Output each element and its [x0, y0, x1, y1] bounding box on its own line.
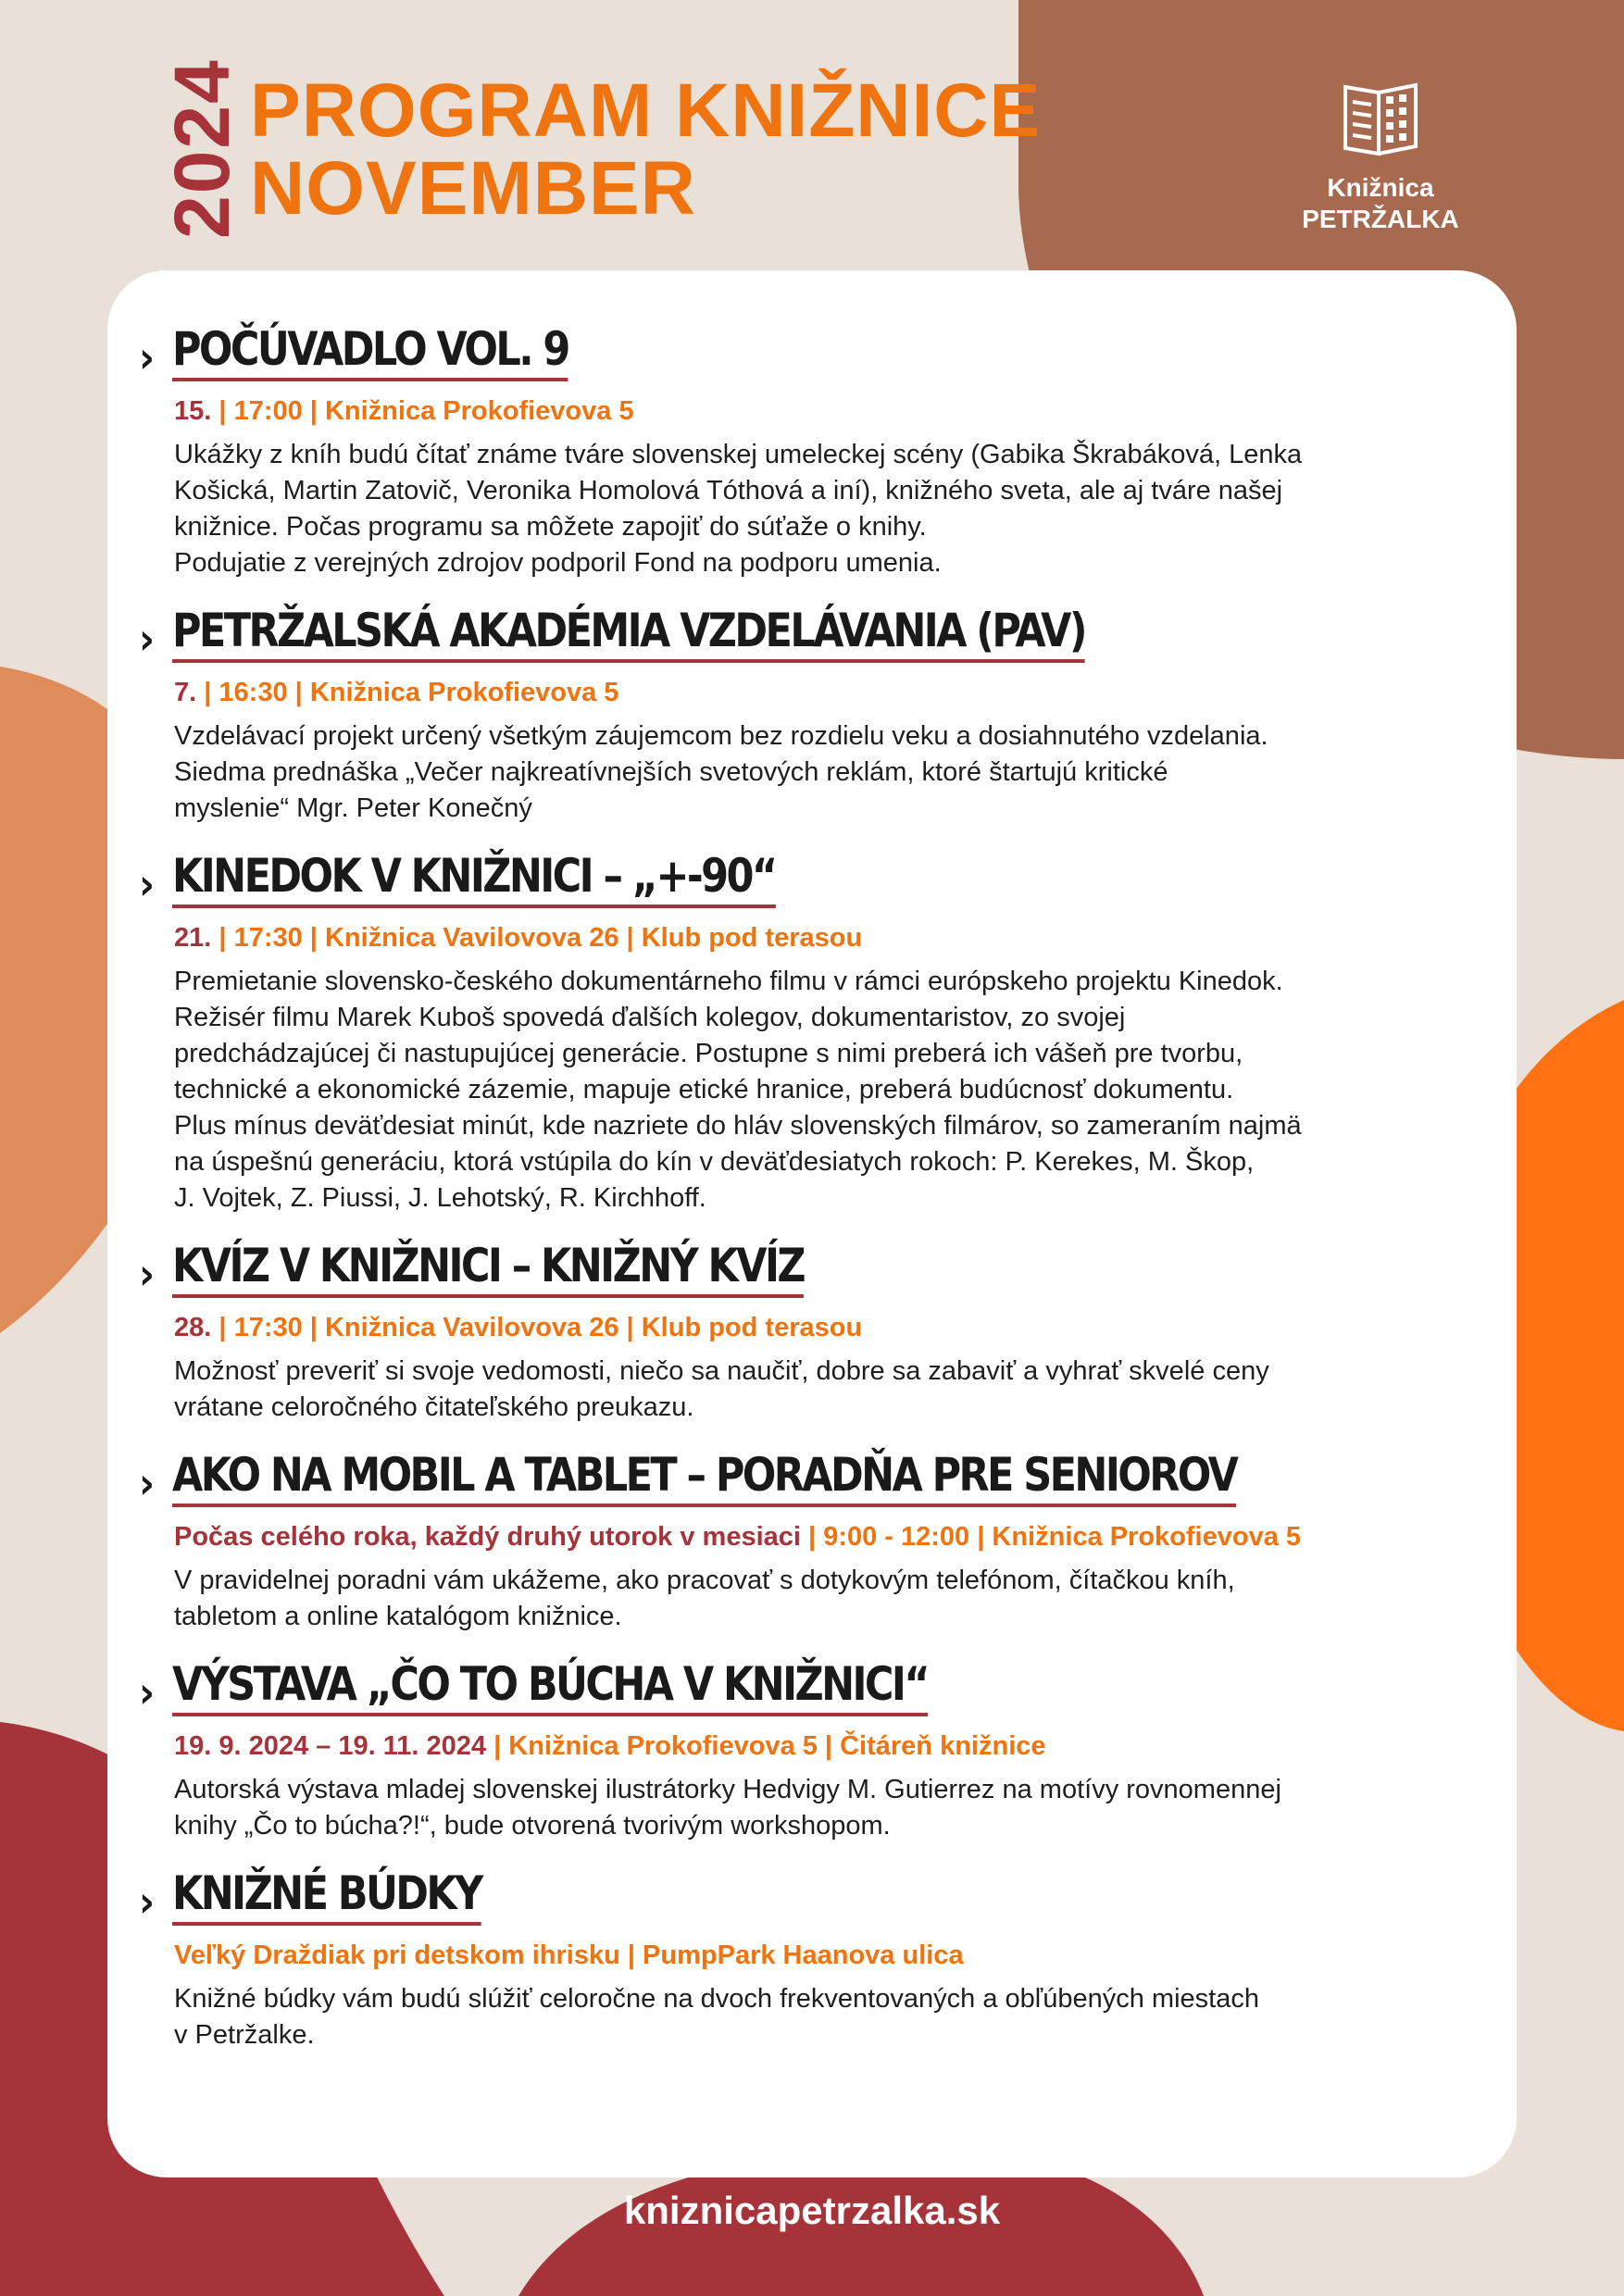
- event-description: Autorská výstava mladej slovenskej ilustrátorky Hedvigy M. Gutierrez na motívy rovnomennej knihy „Čo to búcha?!“, bude otvorená tvorivým workshopom.: [174, 1775, 1281, 1841]
- event-description: Možnosť preveriť si svoje vedomosti, niečo sa naučiť, dobre sa zabaviť a vyhrať skvelé ceny vrátane celoročného čitateľského preukazu.: [174, 1356, 1269, 1422]
- chevron-right-icon: ›: [139, 614, 156, 664]
- event-date: 28.: [174, 1313, 212, 1342]
- event-item: [139, 1448, 1491, 1635]
- title-line-1: PROGRAM KNIŽNICE: [250, 69, 1042, 153]
- event-title: VÝSTAVA „ČO TO BÚCHA V KNIŽNICI“: [172, 1657, 928, 1716]
- year: 2024: [158, 58, 245, 239]
- chevron-right-icon: ›: [139, 1249, 156, 1299]
- event-time-place: Veľký Draždiak pri detskom ihrisku | PumpPark Haanova ulica: [174, 1940, 964, 1970]
- event-time-place: Knižnica Prokofievova 5 | Čitáreň knižnice: [508, 1731, 1046, 1761]
- event-time-place: 17:30 | Knižnica Vavilovova 26 | Klub pod terasou: [233, 923, 863, 953]
- event-date: 19. 9. 2024 – 19. 11. 2024: [174, 1731, 487, 1761]
- event-description: Vzdelávací projekt určený všetkým záujemcom bez rozdielu veku a dosiahnutého vzdelania. Siedma prednáška „Večer najkreatívnejších svetových reklám, ktoré štartujú kritické myslenie“ Mgr. Peter Konečný: [174, 721, 1268, 823]
- event-title: KNIŽNÉ BÚDKY: [172, 1866, 481, 1926]
- event-title: KVÍZ V KNIŽNICI – KNIŽNÝ KVÍZ: [172, 1239, 804, 1298]
- logo-line-1: Knižnica: [1327, 173, 1434, 202]
- event-meta: 28. | 17:30 | Knižnica Vavilovova 26 | Klub pod terasou: [174, 1313, 863, 1342]
- event-time-place: 17:30 | Knižnica Vavilovova 26 | Klub pod terasou: [233, 1313, 863, 1342]
- event-item: [139, 849, 1491, 1217]
- event-item: [139, 1866, 1491, 2053]
- chevron-right-icon: ›: [139, 1877, 156, 1927]
- page-title: [250, 69, 1042, 231]
- event-meta: 15. | 17:00 | Knižnica Prokofievova 5: [174, 396, 634, 426]
- event-item: [139, 1239, 1491, 1426]
- event-meta: 7. | 16:30 | Knižnica Prokofievova 5: [174, 678, 619, 707]
- event-title: PETRŽALSKÁ AKADÉMIA VZDELÁVANIA (PAV): [172, 604, 1085, 663]
- event-date: Počas celého roka, každý druhý utorok v mesiaci: [174, 1522, 801, 1552]
- event-item: [139, 604, 1491, 827]
- chevron-right-icon: ›: [139, 1667, 156, 1717]
- event-description: V pravidelnej poradni vám ukážeme, ako pracovať s dotykovým telefónom, čítačkou kníh, tabletom a online katalógom knižnice.: [174, 1566, 1235, 1631]
- event-description: Ukážky z kníh budú čítať známe tváre slovenskej umeleckej scény (Gabika Škrabáková, Lenka Košická, Martin Zatovič, Veronika Homolová Tóthová a iní), knižného sveta, ale aj tváre našej knižnice. Počas programu sa môžete zapojiť do súťaže o knihy. Podujatie z verejných zdrojov podporil Fond na podporu umenia.: [174, 440, 1303, 578]
- logo-line-2: PETRŽALKA: [1302, 205, 1459, 233]
- chevron-right-icon: ›: [139, 859, 156, 909]
- book-building-icon: [1338, 72, 1423, 159]
- chevron-right-icon: ›: [139, 332, 156, 382]
- event-item: [139, 1657, 1491, 1844]
- event-time-place: 16:30 | Knižnica Prokofievova 5: [219, 678, 619, 707]
- library-logo: [1293, 72, 1468, 235]
- event-date: 7.: [174, 678, 197, 707]
- chevron-right-icon: ›: [139, 1458, 156, 1508]
- event-date: 21.: [174, 923, 212, 953]
- website-link[interactable]: kniznicapetrzalka.sk: [623, 2189, 1001, 2232]
- event-date: 15.: [174, 396, 212, 426]
- event-meta: Počas celého roka, každý druhý utorok v mesiaci | 9:00 - 12:00 | Knižnica Prokofievova 5: [174, 1522, 1302, 1552]
- event-title: POČÚVADLO VOL. 9: [172, 322, 568, 381]
- event-time-place: 9:00 - 12:00 | Knižnica Prokofievova 5: [823, 1522, 1302, 1552]
- event-time-place: 17:00 | Knižnica Prokofievova 5: [233, 396, 634, 426]
- event-title: AKO NA MOBIL A TABLET – PORADŇA PRE SENIOROV: [172, 1448, 1236, 1507]
- event-item: [139, 322, 1491, 581]
- title-line-2: NOVEMBER: [250, 146, 696, 231]
- event-meta: [174, 1939, 1491, 1972]
- event-meta: 19. 9. 2024 – 19. 11. 2024 | Knižnica Prokofievova 5 | Čitáreň knižnice: [174, 1731, 1046, 1761]
- event-list: [139, 322, 1491, 2076]
- event-description: Premietanie slovensko-českého dokumentárneho filmu v rámci európskeho projektu Kinedok. Režisér filmu Marek Kuboš spovedá ďalších kolegov, dokumentaristov, zo svojej predchádzajúcej či nastupujúcej generácie. Postupne s nimi preberá ich vášeň pre tvorbu, technické a ekonomické zázemie, mapuje etické hranice, preberá budúcnosť dokumentu. Plus mínus deväťdesiat minút, kde nazriete do hláv slovenských filmárov, so zameraním najmä na úspešnú generáciu, ktorá vstúpila do kín v deväťdesiatych rokoch: P. Kerekes, M. Škop, J. Vojtek, Z. Piussi, J. Lehotský, R. Kirchhoff.: [174, 967, 1302, 1213]
- event-description: Knižné búdky vám budú slúžiť celoročne na dvoch frekventovaných a obľúbených miestach v Petržalke.: [174, 1984, 1259, 2050]
- event-meta: 21. | 17:30 | Knižnica Vavilovova 26 | Klub pod terasou: [174, 923, 863, 953]
- event-title: KINEDOK V KNIŽNICI – „+-90“: [172, 849, 776, 908]
